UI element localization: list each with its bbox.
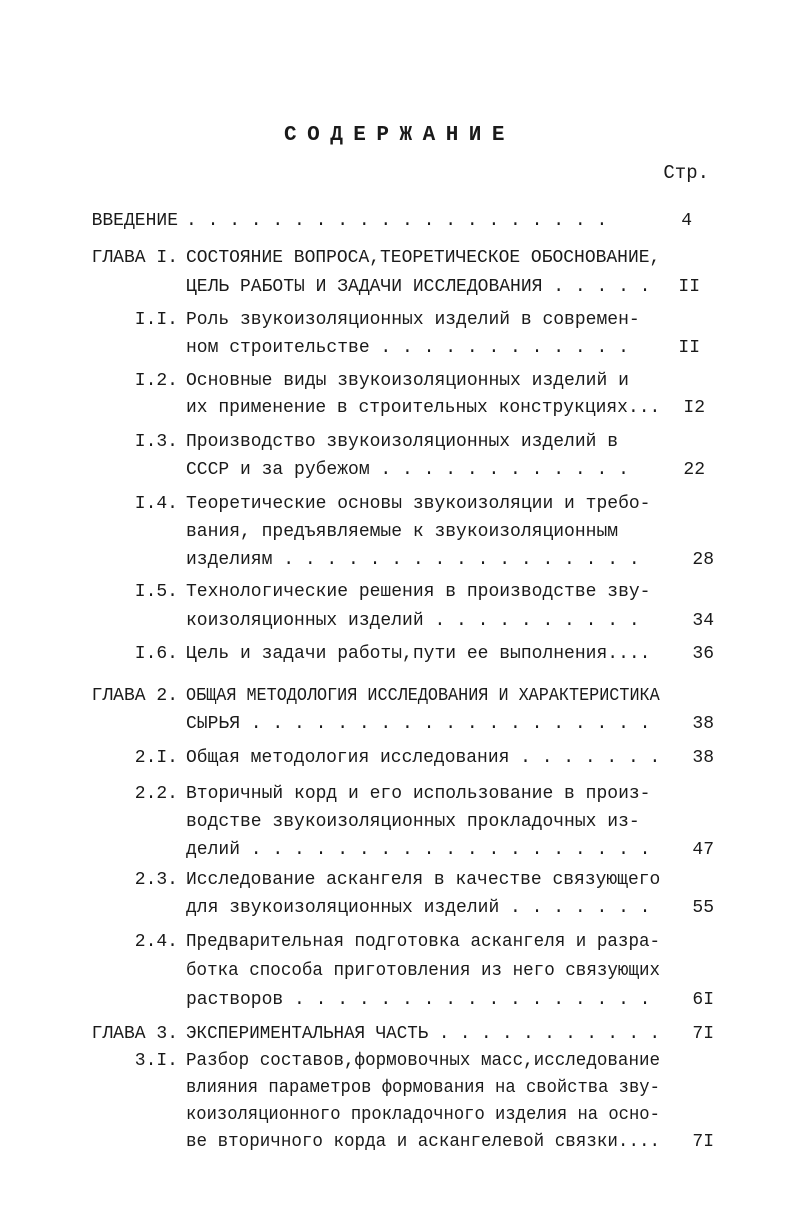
toc-entry-page-number: 7I [692,1024,714,1044]
toc-entry-page-number: 36 [692,644,714,664]
toc-entry-label: 2.3. [134,870,178,890]
toc-entry [0,306,799,362]
toc-entry [0,1048,799,1156]
toc-entry-page-number: 47 [692,840,714,860]
toc-entry-text-line: . . . . . . . . . . . . . . . . . . . . [186,211,608,231]
toc-entry-label: I.6. [134,644,178,664]
toc-entry-text-line: коизоляционных изделий . . . . . . . . . . [186,611,640,631]
toc-entry-label: 2.4. [134,932,178,952]
toc-entry-page-number: II [678,277,700,297]
toc-entry-label: ГЛАВА 3. [91,1024,178,1044]
toc-entry-page-number: I2 [683,398,705,418]
toc-entry-label: I.I. [134,310,178,330]
toc-entry-label: 2.2. [134,784,178,804]
toc-entry-text-line: для звукоизоляционных изделий . . . . . . . [186,898,651,918]
toc-entry-text-line: Вторичный корд и его использование в произ- [186,784,651,804]
toc-entry-text-line: Предварительная подготовка аскангеля и разра- [186,932,661,952]
toc-entry-text-line: ЦЕЛЬ РАБОТЫ И ЗАДАЧИ ИССЛЕДОВАНИЯ . . . . . [186,277,651,297]
toc-entry-text-line: ОБЩАЯ МЕТОДОЛОГИЯ ИССЛЕДОВАНИЯ И ХАРАКТЕРИСТИКА [186,686,660,706]
toc-entry [0,578,799,636]
toc-entry [0,744,799,772]
toc-entry-text-line: Производство звукоизоляционных изделий в [186,432,619,452]
toc-entry-text-line: Теоретические основы звукоизоляции и требо- [186,494,651,514]
toc-entry-label: I.5. [134,582,178,602]
toc-entry [0,368,799,422]
toc-entry-text-line: коизоляционного прокладочного изделия на осно- [186,1105,660,1125]
toc-entry-text-line: влияния параметров формования на свойства зву- [186,1078,660,1098]
toc-entry [0,208,799,234]
toc-entry-text-line: растворов . . . . . . . . . . . . . . . . . [186,990,651,1010]
toc-entry-text-line: изделиям . . . . . . . . . . . . . . . . . [186,550,640,570]
toc-entry-label: 3.I. [134,1051,178,1071]
toc-entry-label: ГЛАВА I. [91,248,178,268]
toc-entry-label: I.2. [134,371,178,391]
toc-entry [0,244,799,302]
toc-entry-page-number: 34 [692,611,714,631]
toc-entry [0,682,799,738]
toc-entry-text-line: Общая методология исследования . . . . . . . [186,748,661,768]
toc-entry-label: I.3. [134,432,178,452]
toc-entry-page-number: 7I [692,1132,714,1152]
toc-entry-text-line: СЫРЬЯ . . . . . . . . . . . . . . . . . . . [186,714,651,734]
toc-entry-label: 2.I. [134,748,178,768]
toc-entry-text-line: водстве звукоизоляционных прокладочных из- [186,812,640,832]
toc-entry-label: ГЛАВА 2. [91,686,178,706]
toc-entry-text-line: ЭКСПЕРИМЕНТАЛЬНАЯ ЧАСТЬ . . . . . . . . . . . [186,1024,661,1044]
toc-entry [0,780,799,864]
toc-entry [0,928,799,1015]
toc-entry [0,866,799,922]
toc-entry-text-line: их применение в строительных конструкциях... [186,398,661,418]
toc-entry-page-number: 55 [692,898,714,918]
toc-entry-text-line: СССР и за рубежом . . . . . . . . . . . . [186,460,629,480]
toc-entry-text-line: Разбор составов,формовочных масс,исследование [186,1051,661,1071]
toc-entry-page-number: 38 [692,748,714,768]
toc-entry [0,640,799,668]
toc-entry-page-number: 38 [692,714,714,734]
toc-entry-text-line: ботка способа приготовления из него связующих [186,961,661,981]
toc-entry [0,1020,799,1048]
toc-entry-page-number: 22 [683,460,705,480]
toc-entry-text-line: Основные виды звукоизоляционных изделий и [186,371,629,391]
toc-entry-page-number: 4 [681,211,692,231]
toc-entry-page-number: II [678,338,700,358]
toc-entry-text-line: Технологические решения в производстве зву- [186,582,651,602]
toc-entry [0,428,799,484]
toc-entry-text-line: Роль звукоизоляционных изделий в современ- [186,310,640,330]
page-column-header: Стр. [663,162,709,184]
toc-entry-page-number: 6I [692,990,714,1010]
toc-entry-text-line: Исследование аскангеля в качестве связующего [186,870,661,890]
toc-entry-text-line: Цель и задачи работы,пути ее выполнения.... [186,644,651,664]
toc-entry-label: ВВЕДЕНИЕ [91,211,178,231]
toc-entry-text-line: вания, предъявляемые к звукоизоляционным [186,522,619,542]
toc-entry-text-line: делий . . . . . . . . . . . . . . . . . . . [186,840,651,860]
toc-entry-text-line: СОСТОЯНИЕ ВОПРОСА,ТЕОРЕТИЧЕСКОЕ ОБОСНОВАНИЕ, [186,248,661,268]
toc-entry-page-number: 28 [692,550,714,570]
page-title: СОДЕРЖАНИЕ [283,124,516,147]
toc-entry-text-line: ном строительстве . . . . . . . . . . . . [186,338,629,358]
toc-entry-text-line: ве вторичного корда и аскангелевой связки.... [186,1132,661,1152]
toc-entry-label: I.4. [134,494,178,514]
toc-entry [0,490,799,574]
